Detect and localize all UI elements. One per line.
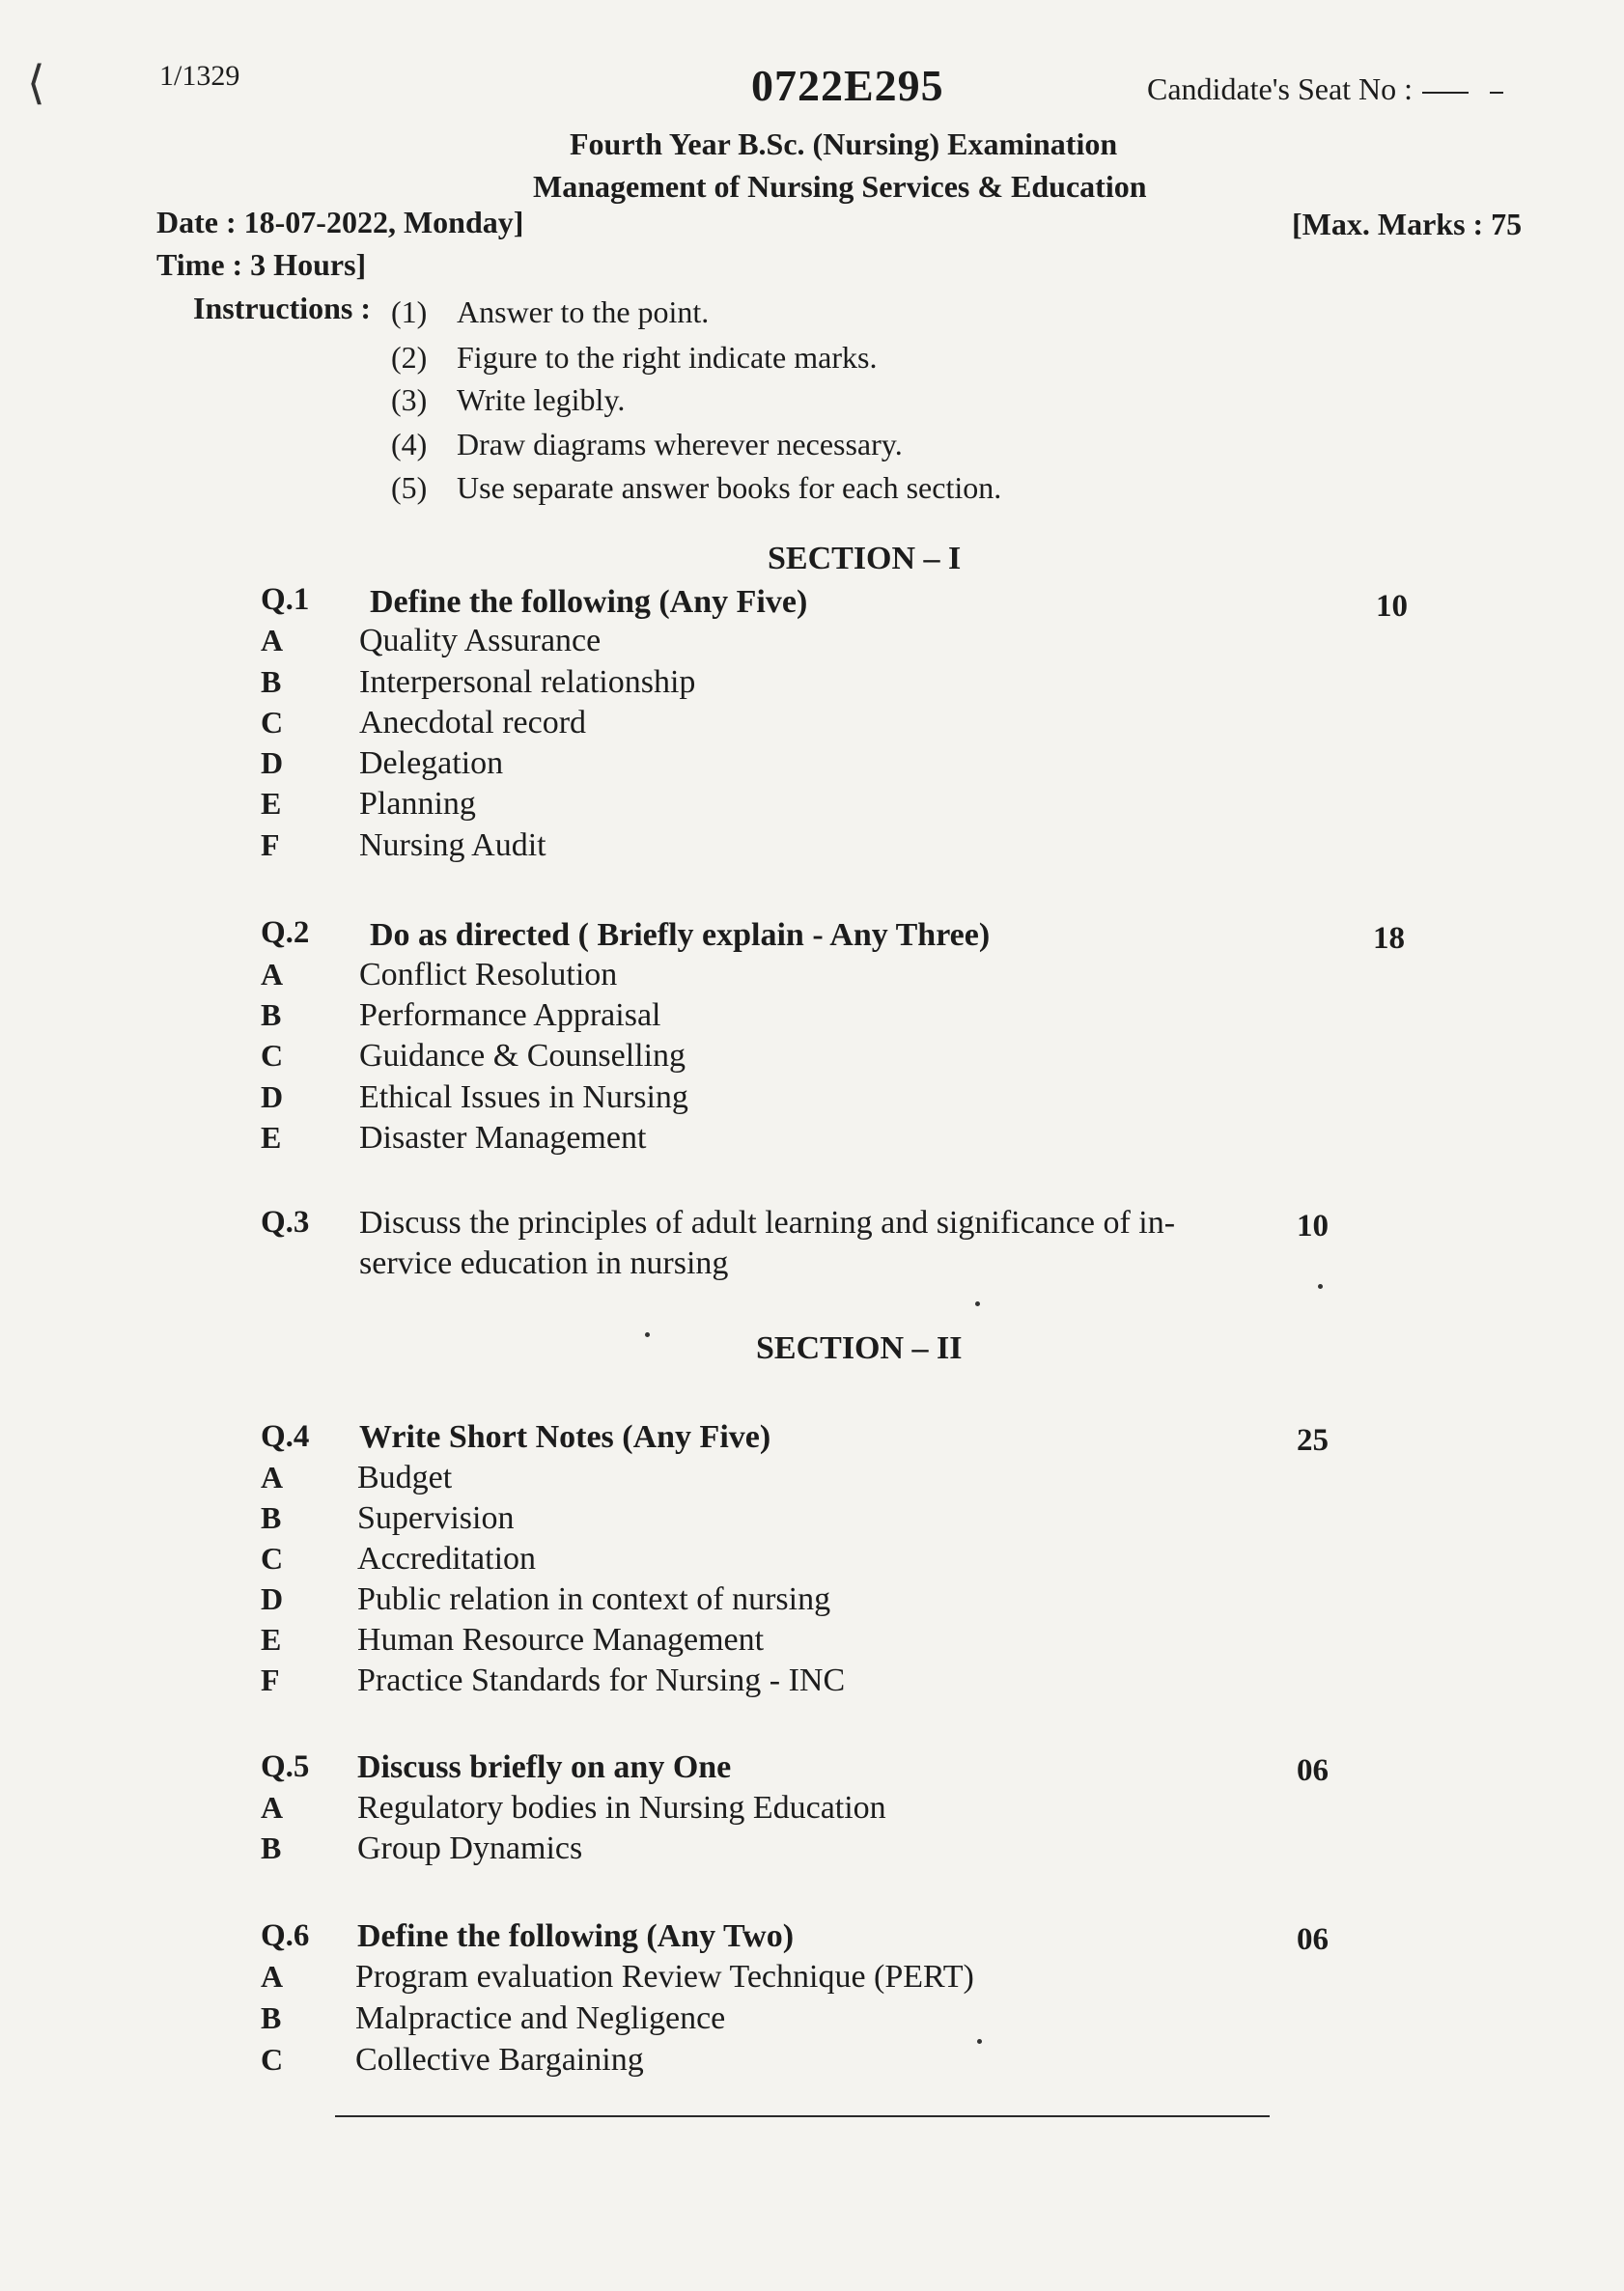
q6-item-letter: A xyxy=(261,1959,284,1994)
q1-item-letter: F xyxy=(261,827,280,862)
q1-item-letter: B xyxy=(261,664,282,699)
q4-item-letter: A xyxy=(261,1460,284,1495)
q1-item-text: Planning xyxy=(359,786,476,822)
q6-number: Q.6 xyxy=(261,1918,310,1953)
scan-speck xyxy=(977,2039,982,2044)
instruction-item: (2) Figure to the right indicate marks. xyxy=(391,340,878,375)
instruction-item: (4) Draw diagrams wherever necessary. xyxy=(391,427,903,461)
q1-item-text: Interpersonal relationship xyxy=(359,664,696,700)
end-of-paper-rule xyxy=(335,2115,1270,2117)
q6-item-letter: B xyxy=(261,2000,282,2035)
exam-time: Time : 3 Hours] xyxy=(156,247,367,282)
scan-speck xyxy=(1318,1284,1323,1289)
q5-marks: 06 xyxy=(1297,1753,1329,1788)
q1-marks: 10 xyxy=(1376,589,1408,624)
instructions-label: Instructions : xyxy=(193,291,372,325)
q2-item-letter: D xyxy=(261,1079,284,1114)
section-1-title: SECTION – I xyxy=(768,541,962,576)
seat-blank-line xyxy=(1422,91,1469,94)
q5-item-text: Regulatory bodies in Nursing Education xyxy=(357,1790,886,1826)
q1-number: Q.1 xyxy=(261,582,310,617)
scan-speck xyxy=(645,1332,650,1337)
seat-blank-dash xyxy=(1490,91,1503,94)
q4-item-letter: F xyxy=(261,1662,280,1697)
q4-item-letter: E xyxy=(261,1622,282,1657)
exam-date: Date : 18-07-2022, Monday] xyxy=(156,205,524,239)
q4-item-text: Human Resource Management xyxy=(357,1622,765,1658)
q1-item-letter: E xyxy=(261,786,282,821)
q4-item-letter: C xyxy=(261,1541,284,1576)
q4-item-text: Practice Standards for Nursing - INC xyxy=(357,1662,846,1698)
instruction-item: (1) Answer to the point. xyxy=(391,294,710,329)
q1-heading: Define the following (Any Five) xyxy=(370,584,808,620)
q4-number: Q.4 xyxy=(261,1419,310,1454)
q5-heading: Discuss briefly on any One xyxy=(357,1749,732,1785)
q1-item-text: Anecdotal record xyxy=(359,705,587,740)
q4-item-letter: B xyxy=(261,1500,282,1535)
q5-item-text: Group Dynamics xyxy=(357,1830,583,1866)
q2-item-text: Disaster Management xyxy=(359,1120,647,1156)
page-number: 1/1329 xyxy=(159,60,240,92)
q6-heading: Define the following (Any Two) xyxy=(357,1918,795,1954)
q1-item-letter: C xyxy=(261,705,284,740)
q2-item-letter: B xyxy=(261,997,282,1032)
q4-item-letter: D xyxy=(261,1581,284,1616)
q1-item-text: Quality Assurance xyxy=(359,623,602,658)
q4-item-text: Accreditation xyxy=(357,1541,537,1577)
instruction-item: (5) Use separate answer books for each section. xyxy=(391,470,1002,505)
q6-marks: 06 xyxy=(1297,1922,1329,1957)
subject-title: Management of Nursing Services & Education xyxy=(533,169,1147,204)
q5-item-letter: A xyxy=(261,1790,284,1825)
q2-item-letter: E xyxy=(261,1120,282,1155)
section-2-title: SECTION – II xyxy=(756,1330,963,1366)
scan-speck xyxy=(975,1301,980,1306)
q3-marks: 10 xyxy=(1297,1209,1329,1243)
q4-item-text: Budget xyxy=(357,1460,453,1495)
q1-item-text: Nursing Audit xyxy=(359,827,546,863)
q6-item-text: Malpractice and Negligence xyxy=(355,2000,726,2036)
q2-item-letter: C xyxy=(261,1038,284,1073)
q4-marks: 25 xyxy=(1297,1423,1329,1458)
q5-number: Q.5 xyxy=(261,1749,310,1784)
q3-text-line-2: service education in nursing xyxy=(359,1245,729,1281)
handwritten-mark: ⟨ xyxy=(27,58,45,109)
q1-item-letter: A xyxy=(261,623,284,657)
q2-item-text: Guidance & Counselling xyxy=(359,1038,686,1074)
q1-item-letter: D xyxy=(261,745,284,780)
q2-number: Q.2 xyxy=(261,915,310,950)
instruction-item: (3) Write legibly. xyxy=(391,382,626,417)
q4-heading: Write Short Notes (Any Five) xyxy=(359,1419,771,1455)
q1-item-text: Delegation xyxy=(359,745,504,781)
q2-marks: 18 xyxy=(1373,921,1405,956)
q3-number: Q.3 xyxy=(261,1205,310,1240)
q2-heading: Do as directed ( Briefly explain - Any Three) xyxy=(370,917,991,953)
q3-text-line-1: Discuss the principles of adult learning and significance of in- xyxy=(359,1205,1176,1241)
exam-title: Fourth Year B.Sc. (Nursing) Examination xyxy=(570,126,1118,161)
q2-item-letter: A xyxy=(261,957,284,992)
q4-item-text: Supervision xyxy=(357,1500,515,1536)
paper-code: 0722E295 xyxy=(751,61,944,110)
q6-item-letter: C xyxy=(261,2042,284,2077)
max-marks: [Max. Marks : 75 xyxy=(1292,207,1523,241)
q6-item-text: Collective Bargaining xyxy=(355,2042,644,2078)
q2-item-text: Performance Appraisal xyxy=(359,997,661,1033)
q2-item-text: Ethical Issues in Nursing xyxy=(359,1079,688,1115)
q4-item-text: Public relation in context of nursing xyxy=(357,1581,831,1617)
q2-item-text: Conflict Resolution xyxy=(359,957,618,992)
q5-item-letter: B xyxy=(261,1830,282,1865)
seat-label: Candidate's Seat No : xyxy=(1147,71,1414,106)
seat-number-field xyxy=(1147,71,1503,107)
q6-item-text: Program evaluation Review Technique (PERT) xyxy=(355,1959,974,1995)
